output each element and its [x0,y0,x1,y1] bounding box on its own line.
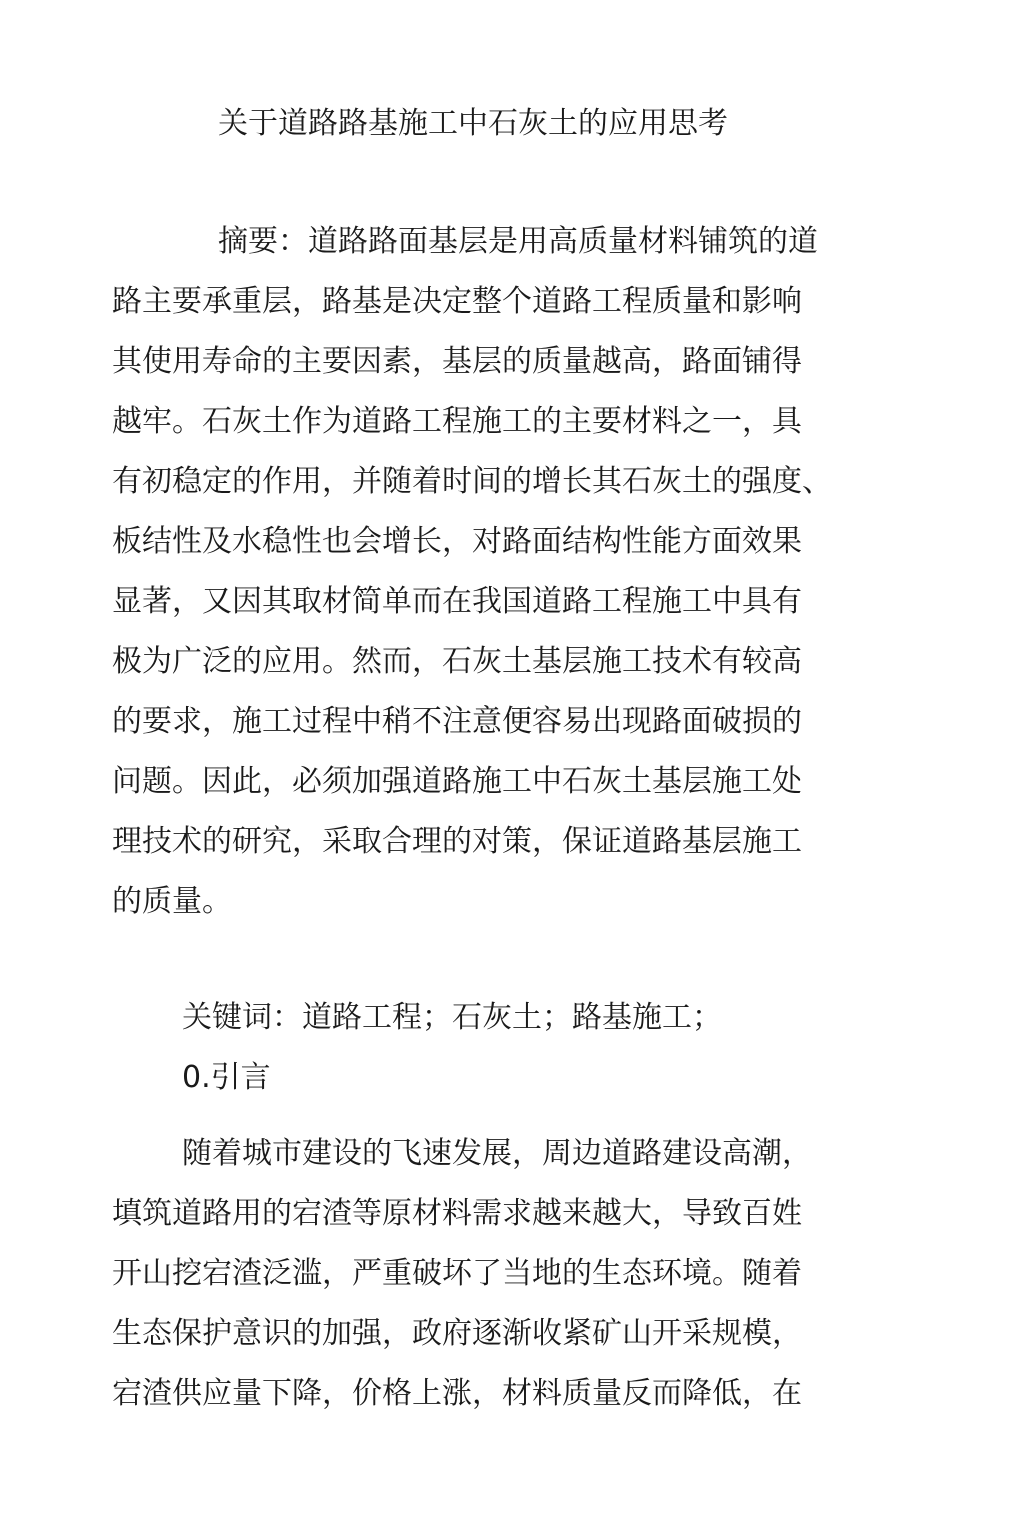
intro-line: 开山挖宕渣泛滥，严重破坏了当地的生态环境。随着 [112,1256,802,1291]
abstract-line: 显著，又因其取材简单而在我国道路工程施工中具有 [112,584,802,619]
abstract-line: 路主要承重层，路基是决定整个道路工程质量和影响 [112,284,802,319]
intro-paragraph [112,1124,892,1424]
section-heading: 0.引言 [182,1060,271,1095]
abstract-line: 理技术的研究，采取合理的对策，保证道路基层施工 [112,824,802,859]
intro-line: 填筑道路用的宕渣等原材料需求越来越大，导致百姓 [112,1196,802,1231]
abstract-line: 的要求，施工过程中稍不注意便容易出现路面破损的 [112,704,802,739]
intro-line: 宕渣供应量下降，价格上涨，材料质量反而降低，在 [112,1376,802,1411]
abstract-line: 有初稳定的作用，并随着时间的增长其石灰土的强度、 [112,464,832,499]
abstract-line: 极为广泛的应用。然而，石灰土基层施工技术有较高 [112,644,802,679]
abstract-line: 其使用寿命的主要因素，基层的质量越高，路面铺得 [112,344,802,379]
abstract-line: 的质量。 [112,884,232,919]
document-title: 关于道路路基施工中石灰土的应用思考 [218,106,728,141]
abstract-line: 问题。因此，必须加强道路施工中石灰土基层施工处 [112,764,802,799]
intro-line: 随着城市建设的飞速发展，周边道路建设高潮， [182,1136,812,1171]
abstract-line: 摘要：道路路面基层是用高质量材料铺筑的道 [218,224,818,259]
abstract-paragraph [112,212,892,932]
intro-line: 生态保护意识的加强，政府逐渐收紧矿山开采规模， [112,1316,802,1351]
abstract-line: 越牢。石灰土作为道路工程施工的主要材料之一，具 [112,404,802,439]
keywords-line: 关键词：道路工程；石灰土；路基施工； [182,1000,722,1035]
abstract-line: 板结性及水稳性也会增长，对路面结构性能方面效果 [112,524,802,559]
